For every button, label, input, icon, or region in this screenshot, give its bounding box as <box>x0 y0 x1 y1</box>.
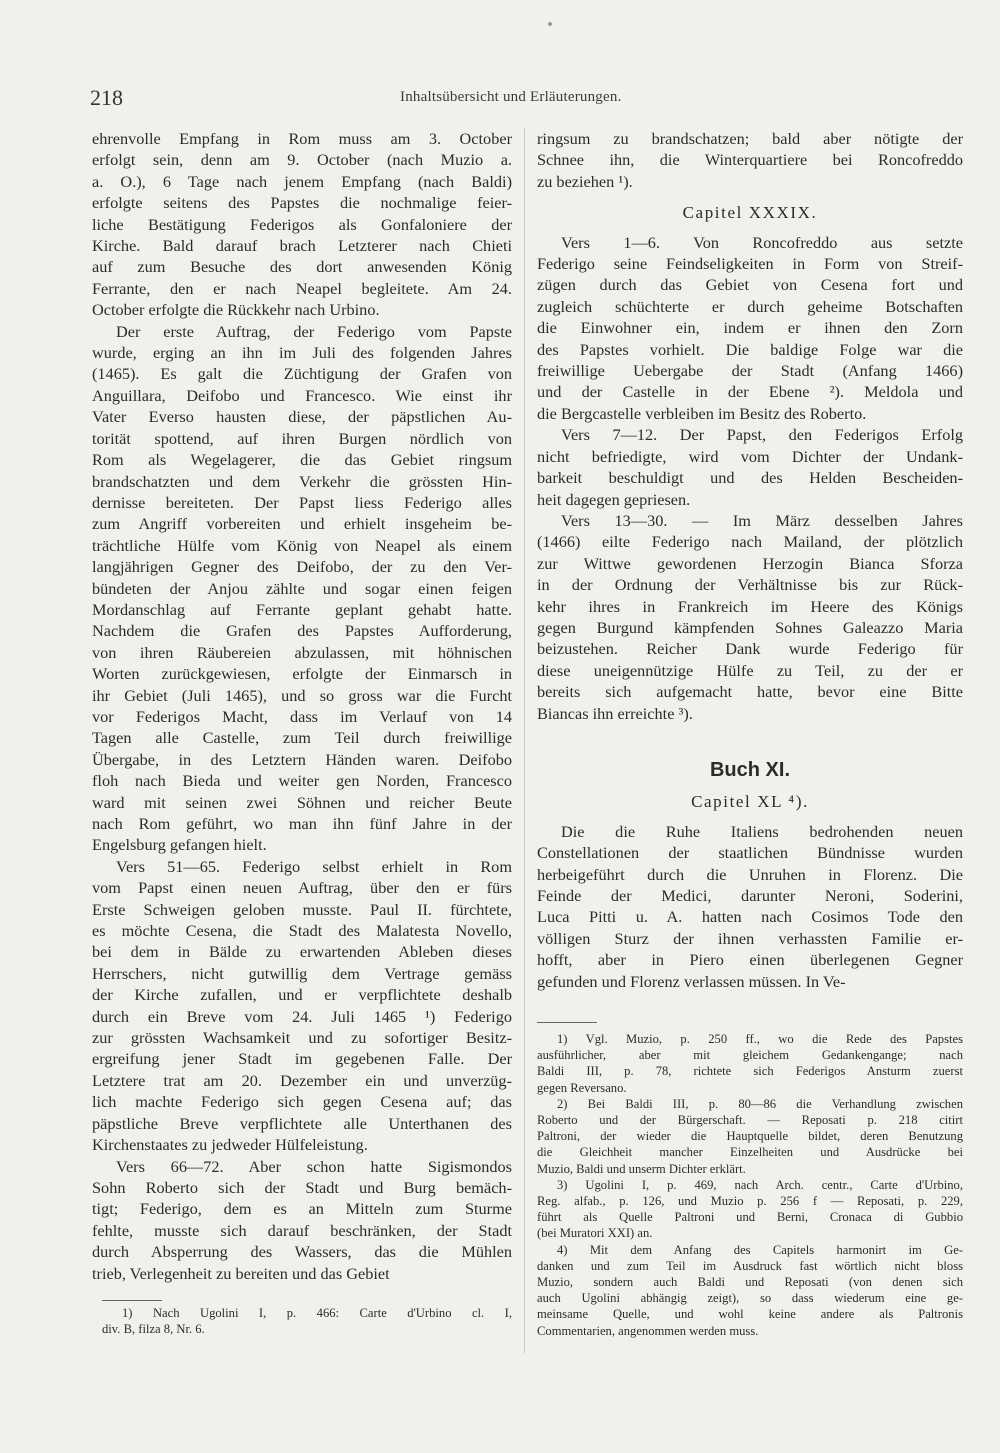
left-column-line: ehrenvolle Empfang in Rom muss am 3. October <box>92 129 512 148</box>
chapter-39-line: zügen durch das Gebiet von Cesena fort und <box>537 275 963 295</box>
left-column-line: bündeten der Anjou zählte und sogar einen feigen <box>92 578 512 598</box>
page-header <box>90 85 960 113</box>
left-column-line: zur grössten Wachsamkeit und zu sofortiger Besitz- <box>92 1028 512 1048</box>
chapter-40-line: Constellationen der staatlichen Bündnisse wurden <box>537 843 963 863</box>
chapter-39-line: kehr ihres in Frankreich im Heere des Königs <box>537 596 963 616</box>
left-column-line: wurde, erging an ihn im Juli des folgenden Jahres <box>92 343 512 363</box>
chapter-40-line: hofft, aber in Piero einen überlegenen Gegner <box>537 950 963 970</box>
left-column-line: Erste Schweigen geloben musste. Paul II. fürchtete, <box>92 899 512 919</box>
chapter-39-line: gegen Burgund kämpfenden Sohnes Galeazzo Maria <box>537 617 963 637</box>
chapter-39-line: bereits sich aufgemacht hatte, bevor eine Bitte <box>537 682 963 702</box>
left-column <box>92 128 512 1337</box>
left-column-line: Engelsburg gefangen hielt. <box>92 835 267 855</box>
footnote-4 <box>537 1242 963 1339</box>
chapter-39-line: barkeit beschuldigt und des Helden Bescheiden- <box>537 468 963 488</box>
footnote-line: Paltroni, der wieder die Hauptquelle bildet, deren Benutzung <box>537 1129 963 1144</box>
left-column-line: zum Angriff vorbereiten und erhielt insgeheim be- <box>92 514 512 534</box>
left-column-line: Sohn Roberto sich der Stadt und Burg bemäch- <box>92 1177 512 1197</box>
left-column-line: vor Federigos Macht, dass im Verlauf von 14 <box>92 706 512 726</box>
right-intro-line: ringsum zu brandschatzen; bald aber nötigte der <box>537 129 963 148</box>
footnote-line: führt als Quelle Paltroni und Berni, Cronaca di Gubbio <box>537 1210 963 1225</box>
chapter-39-line: nicht befriedigte, wird vom Dichter der Undank- <box>537 446 963 466</box>
chapter-39-line: und der Castelle in der Ebene ²). Meldola und <box>537 382 963 402</box>
chapter-40-line: Feinde der Medici, darunter Neroni, Soderini, <box>537 886 963 905</box>
left-footnotes <box>92 1305 512 1337</box>
footnote-2 <box>537 1096 963 1177</box>
left-column-line: Kirchenstaates zu jedweder Hülfeleistung. <box>92 1135 368 1155</box>
footnote-line: Baldi III, p. 78, richtete sich Federigos Ansturm zuerst <box>537 1064 963 1079</box>
chapter-39-line: Vers 1—6. Von Roncofreddo aus setzte <box>561 232 963 252</box>
left-column-line: erfolgte seitens des Papstes die nochmalige feier- <box>92 193 512 213</box>
chapter-heading-39: Capitel XXXIX. <box>682 203 818 223</box>
footnote-line: Roberto und der Bürgerschaft. — Reposati p. 218 citirt <box>537 1113 963 1128</box>
left-column-line: lich machte Federigo sich gegen Cesena auf; das <box>92 1092 512 1112</box>
right-intro-line: Schnee ihn, die Winterquartiere bei Roncofreddo <box>537 150 963 170</box>
left-column-line: von ihren Räubereien abzulassen, mit höhnischen <box>92 642 512 662</box>
chapter-39-line: die Bergcastelle verbleiben im Besitz des Roberto. <box>537 403 867 423</box>
left-column-line: Kirche. Bald darauf brach Letzterer nach Chieti <box>92 236 512 256</box>
left-column-line: Übergabe, in des Letztern Händen waren. Deifobo <box>92 749 512 769</box>
chapter-39-line: Vers 13—30. — Im März desselben Jahres <box>561 510 963 530</box>
left-column-line: päpstliche Breve verpflichtete alle Unterthanen des <box>92 1113 512 1133</box>
chapter-heading-40: Capitel XL ⁴). <box>691 792 809 812</box>
chapter-39-line: zur Wittwe gewordenen Herzogin Bianca Sforza <box>537 553 963 573</box>
left-column-line: Ferrante, den er nach Neapel begleitete. Am 24. <box>92 278 512 298</box>
chapter-39-line: heit dagegen gepriesen. <box>537 489 691 509</box>
chapter-39-line: des Papstes vorhielt. Die baldige Folge war die <box>537 339 963 359</box>
left-footnote-line: 1) Nach Ugolini I, p. 466: Carte d'Urbino cl. I, <box>122 1305 512 1320</box>
left-column-line: der Kirche zufallen, und er verpflichtete deshalb <box>92 985 512 1005</box>
left-column-line: brandschatzten und dem Verkehr die grössten Hin- <box>92 471 512 491</box>
chapter-40-line: herbeigeführt durch die Unruhen in Florenz. Die <box>537 864 963 884</box>
footnote-3 <box>537 1177 963 1242</box>
left-column-line: floh nach Bieda und weiter gen Norden, Francesco <box>92 771 512 791</box>
left-column-line: (1465). Es galt die Züchtigung der Grafen von <box>92 364 512 384</box>
footnote-line: 2) Bei Baldi III, p. 80—86 die Verhandlung zwischen <box>557 1096 963 1111</box>
chapter-40-text <box>537 821 963 992</box>
right-footnotes <box>537 1031 963 1339</box>
footnote-rule <box>102 1300 162 1301</box>
chapter-40-line: völligen Sturz der ihnen verhassten Familie er- <box>537 928 963 948</box>
right-intro-line: zu beziehen ¹). <box>537 171 633 191</box>
chapter-39-line: Biancas ihn erreichte ³). <box>537 703 693 723</box>
left-column-line: bei dem in Bälde zu erwartenden Ableben dieses <box>92 942 512 962</box>
chapter-40-line: gefunden und Florenz verlassen müssen. In Ve- <box>537 971 846 991</box>
footnote-rule <box>537 1022 597 1023</box>
footnote-line: (bei Muratori XXI) an. <box>537 1226 653 1241</box>
left-column-line: a. O.), 6 Tage nach jenem Empfang (nach Baldi) <box>92 171 512 191</box>
footnote-line: danken und zum Teil im Ausdruck fast wörtlich nicht bloss <box>537 1258 963 1273</box>
footnote-line: auch Ugolini abhängig zeigt), so dass wiederum eine ge- <box>537 1291 963 1306</box>
chapter-39-line: in der Ordnung der Verhältnisse bis zur Rück- <box>537 575 963 595</box>
book-heading: Buch XI. <box>709 758 790 781</box>
left-column-line: tigt; Federigo, dem es an Mitteln zum Sturme <box>92 1199 512 1219</box>
left-column-line: Der erste Auftrag, der Federigo vom Papste <box>116 321 512 341</box>
left-column-line: ihr Gebiet (Juli 1465), und so gross war die Furcht <box>92 685 512 705</box>
chapter-39-line: (1466) eilte Federigo nach Mailand, der plötzlich <box>537 532 963 552</box>
left-column-line: es möchte Cesena, die Stadt des Malatesta Novello, <box>92 921 512 941</box>
footnote-line: 3) Ugolini I, p. 469, nach Arch. centr., Carte d'Urbino, <box>557 1177 963 1192</box>
left-column-line: vom Papst einen neuen Auftrag, über den er fürs <box>92 878 512 898</box>
footnote-line: Muzio, Baldi und unserm Dichter erklärt. <box>537 1161 746 1176</box>
footnote-line: die Gleichheit mancher Einzelheiten und Ausdrücke bei <box>537 1145 963 1160</box>
chapter-39-line: Vers 7—12. Der Papst, den Federigos Erfolg <box>561 425 963 445</box>
footnote-line: 4) Mit dem Anfang des Capitels harmonirt im Ge- <box>557 1242 963 1257</box>
left-column-line: Herrschers, nicht gutwillig dem Vertrage gemäss <box>92 963 512 983</box>
chapter-40-line: Luca Pitti u. A. hatten nach Cosimos Tode den <box>537 907 963 927</box>
left-column-line: ward mit seinen zwei Söhnen und reicher Beute <box>92 792 512 812</box>
left-column-line: Vater Everso hausten diese, der päpstlichen Au- <box>92 407 512 427</box>
left-column-text <box>92 128 512 1284</box>
left-column-line: Anguillara, Deifobo und Francesco. Wie einst ihr <box>92 385 512 405</box>
left-footnote-line: div. B, filza 8, Nr. 6. <box>102 1322 205 1337</box>
left-column-line: Vers 66—72. Aber schon hatte Sigismondos <box>116 1156 512 1176</box>
footnote-line: ausführlicher, aber mit gleichem Gedankengange; nach <box>537 1048 963 1063</box>
left-column-line: trächtliche Hülfe vom König von Neapel als einem <box>92 535 512 555</box>
left-column-line: erfolgt sein, denn am 9. October (nach Muzio a. <box>92 150 512 170</box>
left-column-line: torität spottend, auf ihren Burgen nördlich von <box>92 428 512 448</box>
left-column-line: auf zum Besuche des dort anwesenden König <box>92 257 512 277</box>
page-number: 218 <box>90 85 123 110</box>
left-column-line: trieb, Verlegenheit zu bereiten und das Gebiet <box>92 1263 390 1283</box>
footnote-line: Muzio, sondern auch Baldi und Reposati (von denen sich <box>537 1275 963 1290</box>
left-column-line: langjährigen Gegner des Deifobo, der zu den Ver- <box>92 557 512 577</box>
left-column-line: Letztere trat am 20. Dezember ein und unverzüg- <box>92 1070 512 1090</box>
left-column-line: nach Rom geführt, wo man ihn fünf Jahre in der <box>92 814 512 833</box>
chapter-39-text <box>537 232 963 724</box>
printing-speck <box>548 22 552 26</box>
right-column <box>537 128 963 1339</box>
running-head: Inhaltsübersicht und Erläuterungen. <box>400 89 622 105</box>
left-column-line: October erfolgte die Rückkehr nach Urbino. <box>92 300 380 320</box>
chapter-39-line: freiwillige Uebergabe der Stadt (Anfang 1466) <box>537 361 963 381</box>
left-column-line: Tagen alle Castelle, zum Teil durch freiwillige <box>92 728 512 748</box>
left-column-line: liche Bestätigung Federigos als Gonfaloniere der <box>92 214 512 234</box>
left-column-line: durch Absperrung des Wassers, das die Mühlen <box>92 1242 512 1262</box>
left-column-line: dernisse bereiteten. Der Papst liess Federigo alles <box>92 492 512 512</box>
left-column-line: durch ein Breve vom 24. Juli 1465 ¹) Federigo <box>92 1006 512 1026</box>
footnote-line: Commentarien, angenommen werden muss. <box>537 1323 759 1338</box>
column-divider <box>524 128 525 1353</box>
chapter-39-line: die Einwohner ein, indem er ihnen den Zorn <box>537 318 963 338</box>
left-column-line: Vers 51—65. Federigo selbst erhielt in Rom <box>116 856 512 876</box>
left-column-line: ergreifung jener Stadt im gegebenen Falle. Der <box>92 1049 512 1069</box>
chapter-39-line: zugleich schüchterte er durch geheime Botschaften <box>537 296 963 316</box>
left-column-line: Mordanschlag auf Ferrante geplant gehabt hatte. <box>92 599 512 619</box>
footnote-1 <box>537 1031 963 1096</box>
footnote-line: Reg. alfab., p. 126, und Muzio p. 256 f — Reposati, p. 229, <box>537 1194 963 1209</box>
footnote-line: 1) Vgl. Muzio, p. 250 ff., wo die Rede des Papstes <box>557 1032 963 1047</box>
chapter-39-line: beizustehen. Reicher Dank wurde Federigo für <box>537 639 963 659</box>
footnote-line: meinsame Quelle, und wohl keine andere als Paltronis <box>537 1307 963 1322</box>
left-column-line: Rom als Wegelagerer, die das Gebiet ringsum <box>92 450 512 470</box>
left-column-line: Nachdem die Grafen des Papstes Aufforderung, <box>92 621 512 641</box>
left-column-line: Worten zurückgewiesen, erfolgte der Einmarsch in <box>92 664 512 684</box>
chapter-39-line: Federigo seine Feindseligkeiten in Form von Streif- <box>537 254 963 274</box>
right-intro-text <box>537 128 963 192</box>
footnote-line: gegen Reversano. <box>537 1080 627 1095</box>
chapter-40-line: Die die Ruhe Italiens bedrohenden neuen <box>561 821 963 841</box>
left-column-line: fehlte, musste sich darauf beschränken, der Stadt <box>92 1220 512 1240</box>
chapter-39-line: diese uneigennützige Hülfe zu Teil, zu der er <box>537 660 963 680</box>
